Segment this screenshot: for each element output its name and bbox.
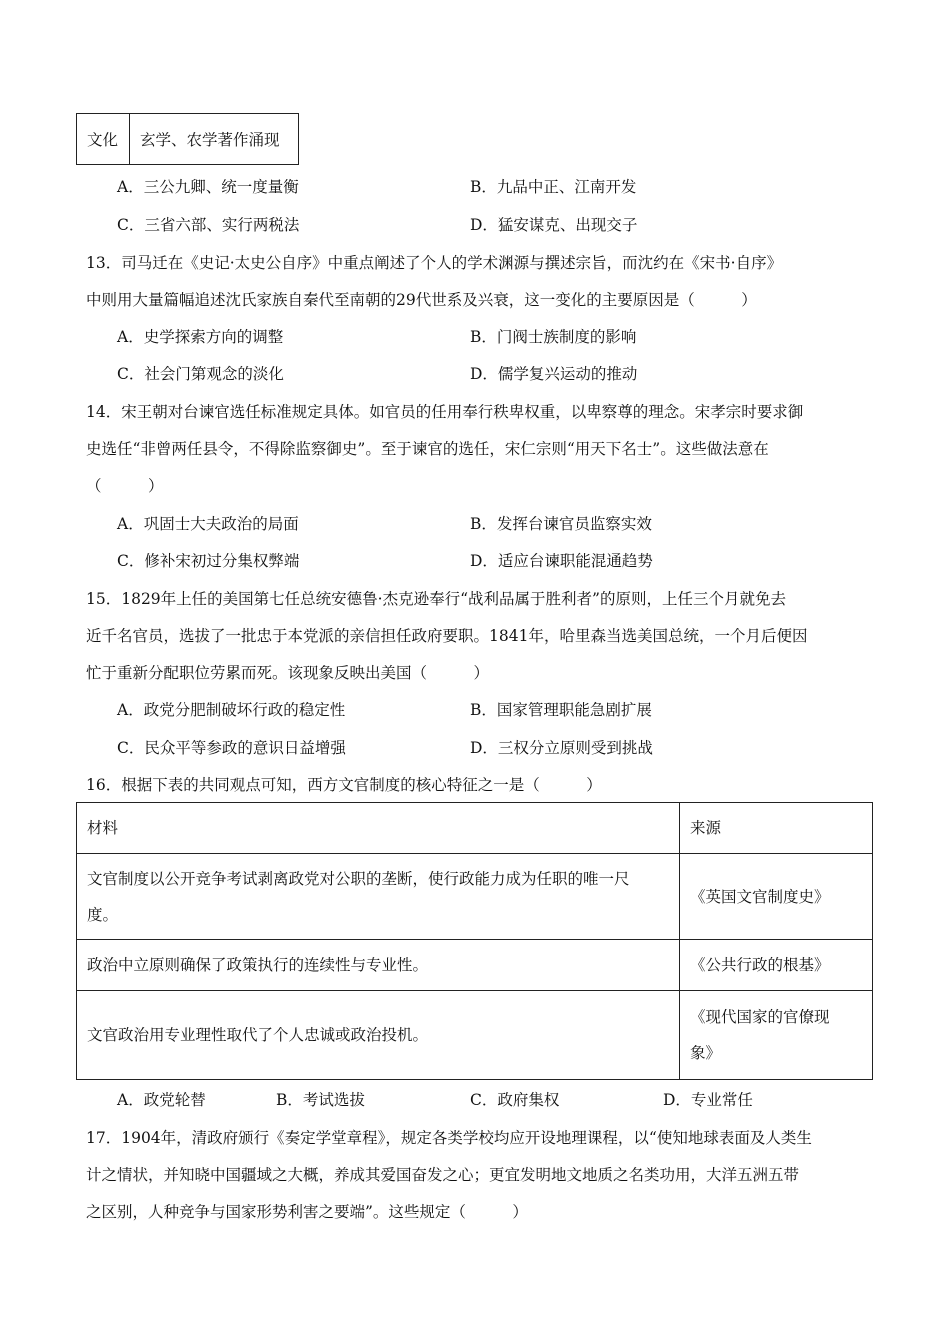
q14-stem-line3: （ ）: [86, 477, 164, 495]
table-cell-source: [680, 940, 873, 991]
material-text: 文官政治用专业理性取代了个人忠诚或政治投机。: [87, 1026, 429, 1044]
material-text: 文官制度以公开竞争考试剥离政党对公职的垄断，使行政能力成为任职的唯一尺: [87, 869, 630, 888]
q15-stem-line1: 15．1829年上任的美国第七任总统安德鲁·杰克逊奉行“战利品属于胜利者”的原则，上任三个月就免去: [86, 590, 786, 608]
q16-option-a[interactable]: A．政党轮替: [117, 1091, 206, 1109]
q12-table-col1: 文化: [77, 114, 130, 165]
q16-stem-line1: 16．根据下表的共同观点可知，西方文官制度的核心特征之一是（ ）: [86, 776, 602, 794]
q15-option-d[interactable]: D．三权分立原则受到挑战: [470, 739, 653, 757]
q17-stem-line2: 计之情状，并知晓中国疆域之大概，养成其爱国奋发之心；更宜发明地文地质之名类功用，大洋五洲五带: [86, 1166, 800, 1184]
q17-stem-line1: 17．1904年，清政府颁行《奏定学堂章程》，规定各类学校均应开设地理课程，以“使知地球表面及人类生: [86, 1129, 812, 1147]
q14-option-c[interactable]: C．修补宋初过分集权弊端: [117, 552, 300, 570]
q15-option-b[interactable]: B．国家管理职能急剧扩展: [470, 701, 652, 719]
q16-option-c[interactable]: C．政府集权: [470, 1091, 560, 1109]
q17-stem-line3: 之区别，人种竞争与国家形势利害之要端”。这些规定（ ）: [86, 1203, 528, 1221]
q13-stem-line1: 13．司马迁在《史记·太史公自序》中重点阐述了个人的学术渊源与撰述宗旨，而沈约在《宋书·自序》: [86, 254, 783, 272]
table-header-row: [77, 803, 873, 854]
q15-stem-line2: 近千名官员，选拔了一批忠于本党派的亲信担任政府要职。1841年，哈里森当选美国总统，一个月后便因: [86, 627, 808, 645]
table-cell-material: [77, 991, 680, 1080]
q12-option-d[interactable]: D．猛安谋克、出现交子: [470, 216, 638, 234]
q13-option-d[interactable]: D．儒学复兴运动的推动: [470, 365, 638, 383]
q13-option-b[interactable]: B．门阀士族制度的影响: [470, 328, 637, 346]
q14-stem-line1: 14．宋王朝对台谏官选任标准规定具体。如官员的任用奉行秩卑权重，以卑察尊的理念。宋孝宗时要求御: [86, 403, 804, 421]
q12-table: [76, 113, 299, 165]
table-cell-material: [77, 940, 680, 991]
source-text: 《公共行政的根基》: [690, 956, 830, 974]
source-text: 象》: [690, 1044, 722, 1062]
source-text: 《现代国家的官僚现: [690, 1008, 830, 1026]
q12-option-c[interactable]: C．三省六部、实行两税法: [117, 216, 300, 234]
q12-table-col2: 玄学、农学著作涌现: [130, 114, 299, 165]
q15-stem-line3: 忙于重新分配职位劳累而死。该现象反映出美国（ ）: [86, 664, 490, 682]
q14-option-d[interactable]: D．适应台谏职能混通趋势: [470, 552, 653, 570]
q14-option-b[interactable]: B．发挥台谏官员监察实效: [470, 515, 652, 533]
q13-stem-line2: 中则用大量篇幅追述沈氏家族自秦代至南朝的29代世系及兴衰，这一变化的主要原因是（ ）: [86, 291, 757, 309]
q16-option-b[interactable]: B．考试选拔: [276, 1091, 365, 1109]
q14-option-a[interactable]: A．巩固士大夫政治的局面: [117, 515, 299, 533]
q16-option-d[interactable]: D．专业常任: [663, 1091, 753, 1109]
table-row: [77, 940, 873, 991]
table-row: [77, 854, 873, 940]
q15-option-a[interactable]: A．政党分肥制破坏行政的稳定性: [117, 701, 346, 719]
table-row: [77, 991, 873, 1080]
q12-option-b[interactable]: B．九品中正、江南开发: [470, 178, 637, 196]
q13-option-a[interactable]: A．史学探索方向的调整: [117, 328, 284, 346]
table-cell-material: [77, 854, 680, 940]
table-header-source: 来源: [680, 803, 873, 854]
material-text: 政治中立原则确保了政策执行的连续性与专业性。: [87, 956, 429, 974]
source-text: 《英国文官制度史》: [690, 887, 830, 906]
table-cell-source: [680, 854, 873, 940]
table-header-material: 材料: [77, 803, 680, 854]
q14-stem-line2: 史选任“非曾两任县令，不得除监察御史”。至于谏官的选任，宋仁宗则“用天下名士”。这些做法意在: [86, 440, 769, 458]
q16-materials-table: [76, 802, 873, 1080]
q15-option-c[interactable]: C．民众平等参政的意识日益增强: [117, 739, 346, 757]
table-cell-source: [680, 991, 873, 1080]
q13-option-c[interactable]: C．社会门第观念的淡化: [117, 365, 284, 383]
material-text: 度。: [87, 905, 119, 924]
q12-option-a[interactable]: A．三公九卿、统一度量衡: [117, 178, 299, 196]
